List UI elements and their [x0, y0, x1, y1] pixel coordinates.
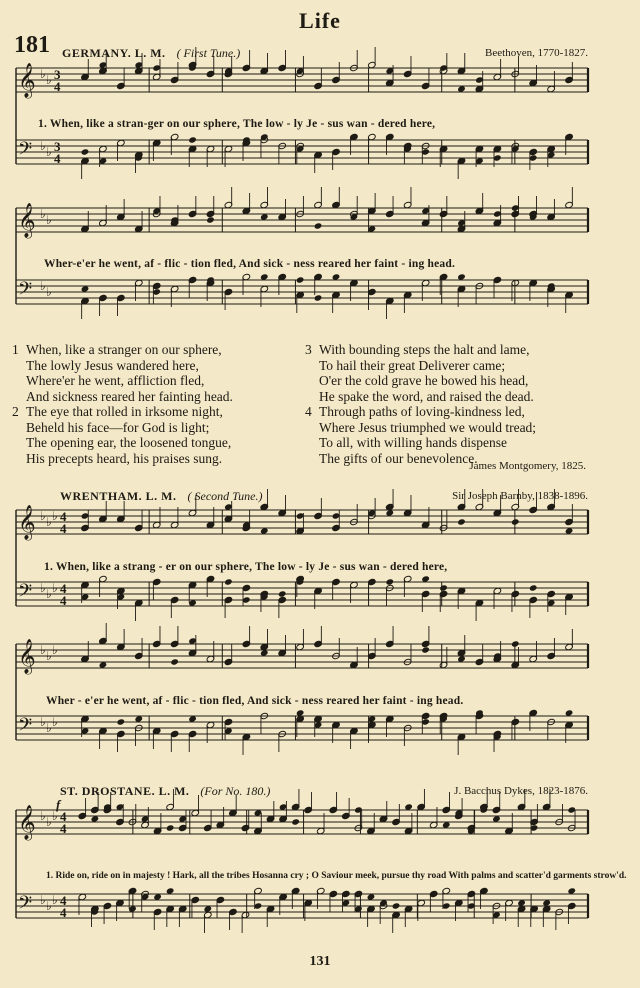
flat-icon: ♭ — [46, 145, 52, 159]
bass-clef-icon: 𝄢 — [18, 893, 33, 918]
bass-clef-icon: 𝄢 — [18, 715, 33, 740]
flat-icon: ♭ — [52, 809, 58, 823]
time-signature-digit: 4 — [60, 905, 67, 920]
tune-note: ( First Tune.) — [176, 46, 241, 60]
stanza-line: The lowly Jesus wandered here, — [26, 357, 199, 373]
time-signature-digit: 4 — [60, 821, 67, 836]
flat-icon: ♭ — [46, 721, 52, 735]
treble-clef-icon: 𝄞 — [18, 505, 36, 540]
bass-clef-icon: 𝄢 — [18, 581, 33, 606]
lyric-line: Wher-e'er he went, af - flic - tion fled, And sick - ness reared her faint - ing head. — [44, 258, 456, 270]
stanza-line: To hail their great Deliverer came; — [319, 357, 506, 373]
time-signature-digit: 4 — [54, 151, 61, 166]
flat-icon: ♭ — [46, 899, 52, 913]
tune-note: (For No. 180.) — [200, 784, 271, 798]
stanza — [12, 342, 233, 404]
stanza — [12, 404, 231, 466]
composer-credit: J. Bacchus Dykes, 1823-1876. — [454, 785, 588, 797]
stanza-number: 4 — [305, 404, 312, 419]
flat-icon: ♭ — [46, 515, 52, 529]
stanza-line: When, like a stranger on our sphere, — [26, 342, 222, 357]
flat-icon: ♭ — [52, 509, 58, 523]
treble-clef-icon: 𝄞 — [18, 63, 36, 98]
stanza-line: The opening ear, the loosened tongue, — [26, 435, 232, 450]
lyric-line: 1. When, like a stran-ger on our sphere, The low - ly Je - sus wan - dered here, — [38, 118, 436, 130]
composer-credit: Sir Joseph Barnby, 1838-1896. — [452, 490, 588, 502]
treble-clef-icon: 𝄞 — [18, 805, 36, 840]
lyric-line: 1. When, like a strang - er on our sphere, The low - ly Je - sus wan - dered here, — [44, 561, 448, 573]
dynamic-marking: f — [56, 797, 61, 812]
flat-icon: ♭ — [40, 581, 46, 595]
flat-icon: ♭ — [52, 643, 58, 657]
stanza-number: 1 — [12, 342, 19, 357]
time-signature-digit: 4 — [54, 79, 61, 94]
stanza-number: 3 — [305, 342, 312, 357]
stanza-line: The gifts of our benevolence. — [319, 450, 478, 466]
text-author: James Montgomery, 1825. — [469, 460, 586, 472]
flat-icon: ♭ — [40, 715, 46, 729]
flat-icon: ♭ — [40, 67, 46, 81]
flat-icon: ♭ — [40, 207, 46, 221]
time-signature-digit: 3 — [54, 139, 61, 154]
flat-icon: ♭ — [40, 279, 46, 293]
stanza — [305, 404, 536, 466]
stanza-line: He spake the word, and raised the dead. — [319, 388, 534, 404]
stanza-line: Where'er he went, affliction fled, — [26, 373, 205, 388]
flat-icon: ♭ — [52, 715, 58, 729]
treble-clef-icon: 𝄞 — [18, 639, 36, 674]
stanza-line: His precepts heard, his praises sung. — [26, 450, 223, 466]
stanza-line: And sickness reared her fainting head. — [26, 388, 233, 404]
flat-icon: ♭ — [52, 581, 58, 595]
flat-icon: ♭ — [40, 809, 46, 823]
flat-icon: ♭ — [40, 643, 46, 657]
tune-name: WRENTHAM. L. M. — [60, 489, 177, 503]
time-signature-digit: 4 — [60, 893, 67, 908]
tune-note: ( Second Tune.) — [187, 489, 263, 503]
stanza-line: Where Jesus triumphed we would tread; — [319, 419, 537, 435]
stanza — [305, 342, 534, 404]
flat-icon: ♭ — [40, 139, 46, 153]
flat-icon: ♭ — [46, 213, 52, 227]
time-signature-digit: 4 — [60, 809, 67, 824]
stanza-line: Through paths of loving-kindness led, — [319, 404, 525, 419]
flat-icon: ♭ — [46, 73, 52, 87]
composer-credit: Beethoven, 1770-1827. — [485, 47, 588, 59]
page-number: 131 — [309, 954, 331, 969]
bass-clef-icon: 𝄢 — [18, 279, 33, 304]
flat-icon: ♭ — [46, 649, 52, 663]
time-signature-digit: 4 — [60, 521, 67, 536]
flat-icon: ♭ — [52, 893, 58, 907]
time-signature-digit: 4 — [60, 509, 67, 524]
stanza-line: The eye that rolled in irksome night, — [26, 404, 223, 419]
flat-icon: ♭ — [40, 509, 46, 523]
stanza-line: With bounding steps the halt and lame, — [319, 342, 530, 357]
bass-clef-icon: 𝄢 — [18, 139, 33, 164]
lyric-line: 1. Ride on, ride on in majesty ! Hark, all the tribes Hosanna cry ; O Saviour meek, pursue thy road With palms and scatter'd garments strow'd. — [46, 871, 627, 881]
stanza-number: 2 — [12, 404, 19, 419]
stanza-line: Beheld his face—for God is light; — [26, 419, 210, 435]
tune-name: GERMANY. L. M. — [62, 46, 166, 60]
stanza-line: To all, with willing hands dispense — [319, 435, 508, 450]
tune-header-st-drostane — [60, 784, 270, 799]
flat-icon: ♭ — [46, 587, 52, 601]
flat-icon: ♭ — [40, 893, 46, 907]
treble-clef-icon: 𝄞 — [18, 203, 36, 238]
time-signature-digit: 3 — [54, 67, 61, 82]
stanza-line: O'er the cold grave he bowed his head, — [319, 373, 529, 388]
lyric-line: Wher - e'er he went, af - flic - tion fled, And sick - ness reared her faint - ing head. — [46, 695, 464, 707]
flat-icon: ♭ — [46, 815, 52, 829]
time-signature-digit: 4 — [60, 593, 67, 608]
tune-name: ST. DROSTANE. L. M. — [60, 784, 190, 798]
page-heading: Life — [299, 8, 341, 33]
time-signature-digit: 4 — [60, 581, 67, 596]
flat-icon: ♭ — [46, 285, 52, 299]
hymn-number: 181 — [14, 32, 50, 58]
